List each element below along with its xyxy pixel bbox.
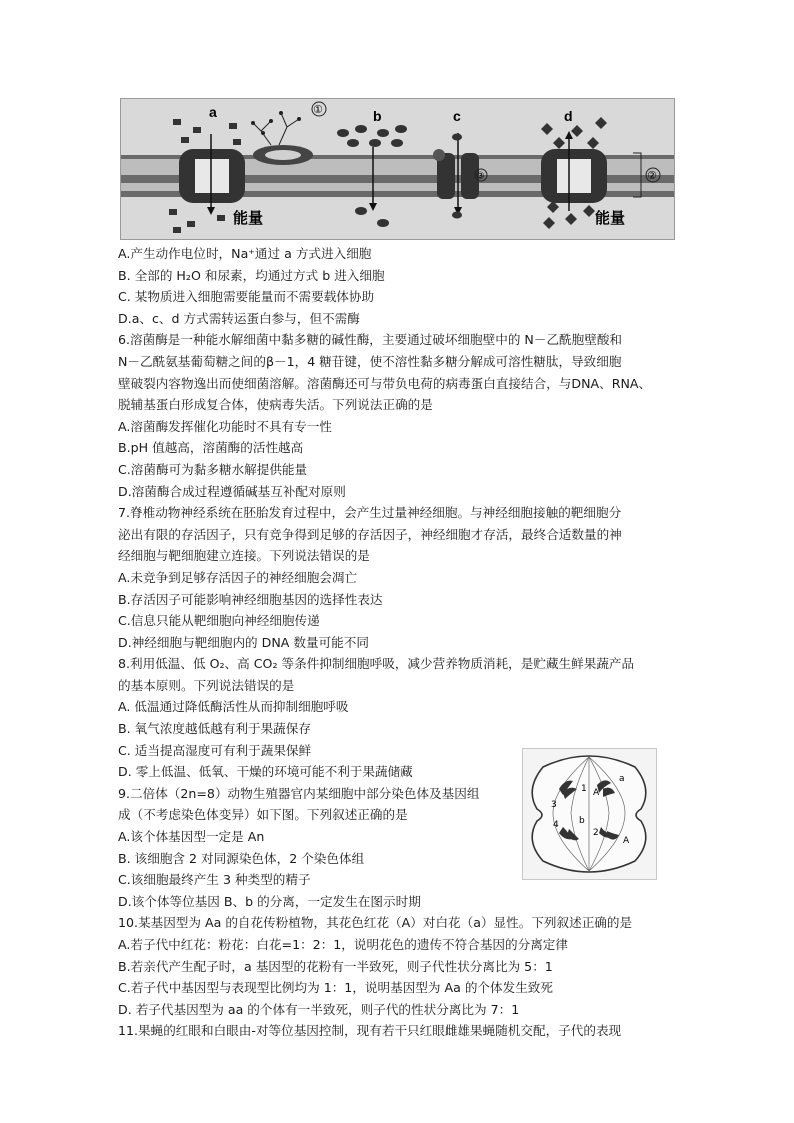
q5-option-a: A.产生动作电位时，Na⁺通过 a 方式进入细胞 (118, 246, 372, 261)
label-circled-1: ① (313, 103, 323, 116)
arrow-b-head (369, 203, 377, 211)
q6-stem-line-4: 脱辅基蛋白形成复合体，使病毒失活。下列说法正确的是 (118, 397, 433, 413)
q7-option-b: B.存活因子可能影响神经细胞基因的选择性表达 (118, 591, 383, 607)
membrane-transport-figure (120, 98, 675, 240)
question-content (118, 243, 678, 1042)
cell-division-figure (522, 748, 657, 880)
molecules-a-outside (173, 119, 241, 145)
q10-option-a: A.若子代中红花：粉花：白花=1：2：1，说明花色的遗传不符合基因的分离定律 (118, 937, 568, 952)
q10-option-d: D. 若子代基因型为 aa 的个体有一半致死，则子代的性状分离比为 7：1 (118, 1001, 520, 1017)
q9-option-a: A.该个体基因型一定是 An (118, 829, 265, 845)
q6-stem-line-3: 壁破裂内容物逸出而使细菌溶解。溶菌酶还可与带负电荷的病毒蛋白直接结合，与DNA、RNA、 (118, 375, 652, 391)
q10-option-b: B.若亲代产生配子时，a 基因型的花粉有一半致死，则子代性状分离比为 5：1 (118, 958, 553, 974)
q9-stem-line-2: 成（不考虑染色体变异）如下图。下列叙述正确的是 (118, 807, 408, 823)
energy-label-d: 能量 (595, 209, 626, 227)
q6-stem-line-1: 6.溶菌酶是一种能水解细菌中黏多糖的碱性酶，主要通过破坏细胞壁中的 N－乙酰胞壁酸和 (118, 332, 623, 348)
q9-stem-line-1: 9.二倍体（2n=8）动物生殖器官内某细胞中部分染色体及基因组 (118, 785, 480, 801)
q6-option-a: A.溶菌酶发挥催化功能时不具有专一性 (118, 418, 332, 434)
q5-option-b: B. 全部的 H₂O 和尿素，均通过方式 b 进入细胞 (118, 267, 385, 283)
molecules-b-inside (355, 207, 389, 227)
label-circled-3: ③ (476, 171, 485, 182)
q8-option-a: A. 低温通过降低酶活性从而抑制细胞呼吸 (118, 699, 349, 715)
q9-text (118, 783, 518, 913)
q7-stem-line-1: 7.脊椎动物神经系统在胚胎发育过程中，会产生过量神经细胞。与神经细胞接触的靶细胞分 (118, 505, 622, 521)
q9-option-b: B. 该细胞含 2 对同源染色体，2 个染色体组 (118, 850, 365, 866)
q9-option-c: C.该细胞最终产生 3 种类型的精子 (118, 872, 311, 888)
membrane-transport-svg (121, 99, 674, 239)
energy-label-a: 能量 (233, 209, 264, 227)
fig-label-A-bottom: A (623, 836, 630, 846)
q6-option-d: D.溶菌酶合成过程遵循碱基互补配对原则 (118, 483, 346, 499)
q8-option-d: D. 零上低温、低氧、干燥的环境可能不利于果蔬储藏 (118, 764, 413, 780)
fig-label-b: b (579, 816, 585, 826)
fig-label-3: 3 (551, 800, 557, 810)
label-b: b (373, 108, 382, 124)
q9-option-d: D.该个体等位基因 B、b 的分离，一定发生在图示时期 (118, 893, 421, 909)
molecules-b-outside (337, 125, 407, 147)
cell-division-svg (523, 749, 656, 879)
label-circled-2: ② (647, 169, 657, 182)
fig-label-2: 2 (593, 828, 599, 838)
fig-label-4: 4 (553, 820, 559, 830)
q8-option-b: B. 氧气浓度越低越有利于果蔬保存 (118, 721, 311, 737)
q7-option-c: C.信息只能从靶细胞向神经细胞传递 (118, 613, 320, 629)
q10-option-c: C.若子代中基因型与表现型比例均为 1：1，说明基因型为 Aa 的个体发生致死 (118, 980, 553, 996)
q7-option-d: D.神经细胞与靶细胞内的 DNA 数量可能不同 (118, 634, 369, 650)
q5-option-c: C. 某物质进入细胞需要能量而不需要载体协助 (118, 289, 375, 305)
q11-stem: 11.果蝇的红眼和白眼由-对等位基因控制，现有若干只红眼雌雄果蝇随机交配，子代的表现 (118, 1023, 622, 1039)
q8-stem-line-1: 8.利用低温、低 O₂、高 CO₂ 等条件抑制细胞呼吸，减少营养物质消耗，是贮藏生鲜果蔬产品 (118, 656, 635, 672)
fig-label-a-top: a (619, 774, 625, 784)
label-d: d (564, 108, 573, 124)
q6-stem-line-2: N－乙酰氨基葡萄糖之间的β－1，4 糖苷键，使不溶性黏多糖分解成可溶性糖肽，导致细胞 (118, 353, 622, 369)
molecules-a-inside (169, 209, 225, 233)
molecules-d-outside (541, 117, 607, 149)
label-c: c (453, 108, 461, 124)
q6-option-c: C.溶菌酶可为黏多糖水解提供能量 (118, 461, 308, 477)
q7-option-a: A.未竞争到足够存活因子的神经细胞会凋亡 (118, 569, 358, 585)
glycoprotein (251, 111, 313, 165)
q8-stem-line-2: 的基本原则。下列说法错误的是 (118, 677, 295, 693)
q10-stem: 10.某基因型为 Aa 的自花传粉植物，其花色红花（A）对白花（a）显性。下列叙述正确的是 (118, 915, 633, 931)
fig-label-A-top: A (593, 788, 600, 798)
carrier-protein-a (179, 134, 245, 215)
q7-stem-line-3: 经细胞与靶细胞建立连接。下列说法错误的是 (118, 548, 370, 564)
q7-stem-line-2: 泌出有限的存活因子，只有竞争得到足够的存活因子，神经细胞才存活，最终合适数量的神 (118, 526, 622, 542)
fig-label-1: 1 (581, 784, 587, 794)
q5-option-d: D.a、c、d 方式需转运蛋白参与，但不需酶 (118, 310, 360, 326)
label-a: a (209, 104, 217, 120)
q8-option-c: C. 适当提高湿度可有利于蔬果保鲜 (118, 742, 312, 758)
q6-option-b: B.pH 值越高，溶菌酶的活性越高 (118, 440, 304, 456)
